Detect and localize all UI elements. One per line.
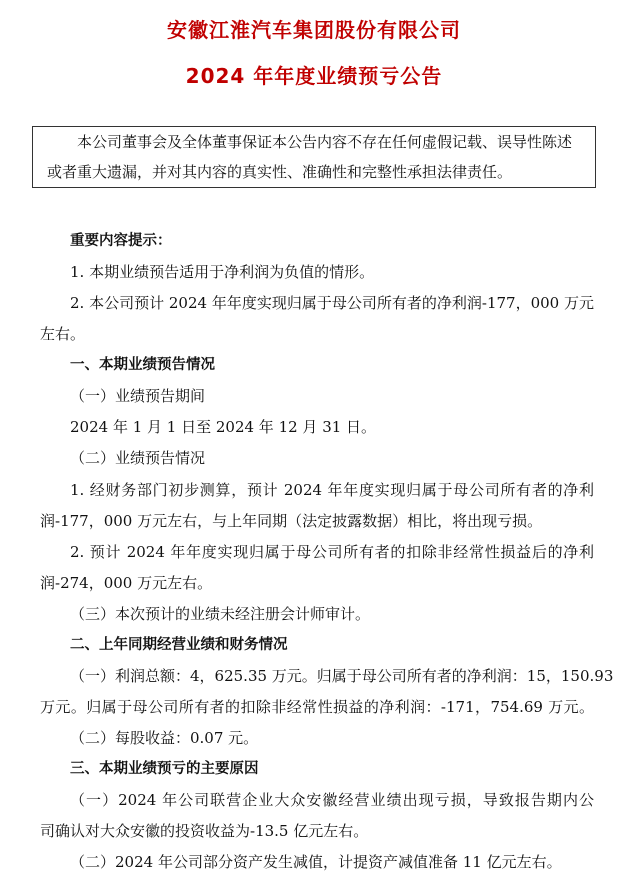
highlight-item-2-line2: 左右。 <box>40 325 86 343</box>
section-1-sub-3: （三）本次预计的业绩未经注册会计师审计。 <box>70 605 371 623</box>
announcement-title: 2024 年年度业绩预亏公告 <box>185 64 443 88</box>
reason-item-2: （二）2024 年公司部分资产发生减值，计提资产减值准备 11 亿元左右。 <box>70 853 562 871</box>
prior-year-item-2: （二）每股收益：0.07 元。 <box>70 729 259 747</box>
forecast-item-2-line1: 2. 预计 2024 年年度实现归属于母公司所有者的扣除非经常性损益后的净利 <box>70 543 594 561</box>
forecast-item-1-line1: 1. 经财务部门初步测算，预计 2024 年年度实现归属于母公司所有者的净利 <box>70 481 594 499</box>
forecast-item-1-line2: 润-177，000 万元左右，与上年同期（法定披露数据）相比，将出现亏损。 <box>40 512 543 530</box>
forecast-item-2-line2: 润-274，000 万元左右。 <box>40 574 213 592</box>
section-1-sub-1: （一）业绩预告期间 <box>70 387 206 405</box>
highlight-item-1: 1. 本期业绩预告适用于净利润为负值的情形。 <box>70 263 375 281</box>
highlights-heading: 重要内容提示： <box>70 233 172 249</box>
disclaimer-box <box>32 126 596 188</box>
highlight-item-2-line1: 2. 本公司预计 2024 年年度实现归属于母公司所有者的净利润-177，000 万元 <box>70 294 594 312</box>
section-2-heading: 二、上年同期经营业绩和财务情况 <box>70 637 288 653</box>
reason-item-1-line2: 司确认对大众安徽的投资收益为-13.5 亿元左右。 <box>40 822 369 840</box>
section-1-sub-2: （二）业绩预告情况 <box>70 449 206 467</box>
prior-year-item-1-line2: 万元。归属于母公司所有者的扣除非经常性损益的净利润：-171，754.69 万元。 <box>40 698 594 716</box>
section-1-heading: 一、本期业绩预告情况 <box>70 357 215 373</box>
prior-year-item-1-line1: （一）利润总额：4，625.35 万元。归属于母公司所有者的净利润：15，150.93 <box>70 667 614 685</box>
section-3-heading: 三、本期业绩预亏的主要原因 <box>70 761 259 777</box>
company-name: 安徽江淮汽车集团股份有限公司 <box>167 18 461 42</box>
reason-item-1-line1: （一）2024 年公司联营企业大众安徽经营业绩出现亏损，导致报告期内公 <box>70 791 594 809</box>
disclaimer-text: 本公司董事会及全体董事保证本公告内容不存在任何虚假记载、误导性陈述或者重大遗漏，并对其内容的真实性、准确性和完整性承担法律责任。 <box>47 133 573 181</box>
forecast-period: 2024 年 1 月 1 日至 2024 年 12 月 31 日。 <box>70 418 377 436</box>
